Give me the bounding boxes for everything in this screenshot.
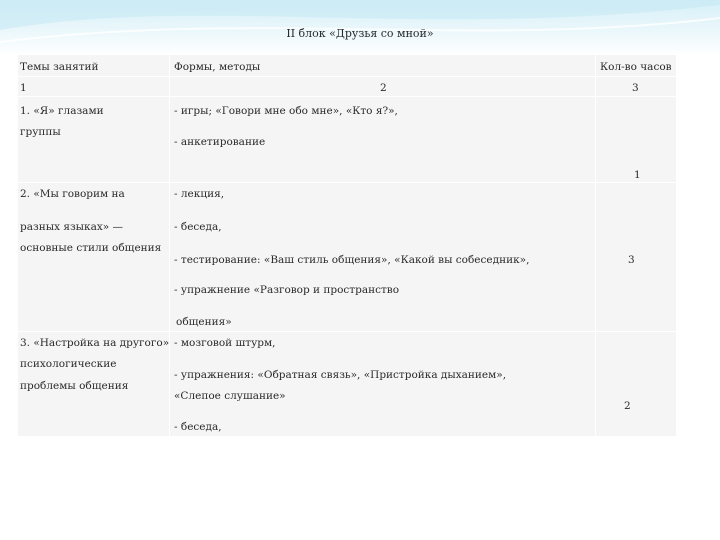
number-col1: 1	[20, 82, 27, 94]
row-divider	[18, 331, 676, 332]
row1-topic-line1: 1. «Я» глазами	[20, 105, 104, 117]
row3-method-2: - упражнения: «Обратная связь», «Пристройка дыханием»,	[174, 369, 507, 381]
row2-method-2: - беседа,	[174, 221, 222, 233]
row-divider	[18, 96, 676, 97]
header-topics: Темы занятий	[20, 61, 99, 73]
row2-topic-line2: разных языках» —	[20, 221, 124, 233]
column-divider	[595, 55, 596, 436]
row-divider	[18, 76, 676, 77]
header-methods: Формы, методы	[174, 61, 261, 73]
row1-method-2: - анкетирование	[174, 136, 266, 148]
row3-method-4: - беседа,	[174, 421, 222, 433]
row2-topic-line1: 2. «Мы говорим на	[20, 188, 125, 200]
number-col2: 2	[380, 82, 387, 94]
header-hours: Кол-во часов	[600, 61, 672, 73]
row2-topic-line3: основные стили общения	[20, 242, 162, 254]
row3-method-1: - мозговой штурм,	[174, 337, 276, 349]
slide-title: II блок «Друзья со мной»	[286, 27, 434, 40]
row3-method-3: «Слепое слушание»	[174, 390, 286, 402]
row2-method-4: - упражнение «Разговор и пространство	[174, 284, 400, 296]
row2-method-5: общения»	[176, 316, 232, 328]
number-col3: 3	[632, 82, 639, 94]
row2-method-3: - тестирование: «Ваш стиль общения», «Какой вы собеседник»,	[174, 254, 530, 266]
row2-method-1: - лекция,	[174, 188, 225, 200]
row1-topic-line2: группы	[20, 126, 61, 138]
row1-method-1: - игры; «Говори мне обо мне», «Кто я?»,	[174, 105, 398, 117]
row3-topic-line1: 3. «Настройка на другого»	[20, 337, 170, 349]
schedule-table	[18, 55, 676, 436]
row3-topic-line2: психологические	[20, 358, 117, 370]
row1-hours: 1	[634, 169, 641, 181]
row-divider	[18, 182, 676, 183]
row3-hours: 2	[624, 400, 631, 412]
row3-topic-line3: проблемы общения	[20, 380, 129, 392]
row2-hours: 3	[628, 254, 635, 266]
column-divider	[169, 55, 170, 436]
